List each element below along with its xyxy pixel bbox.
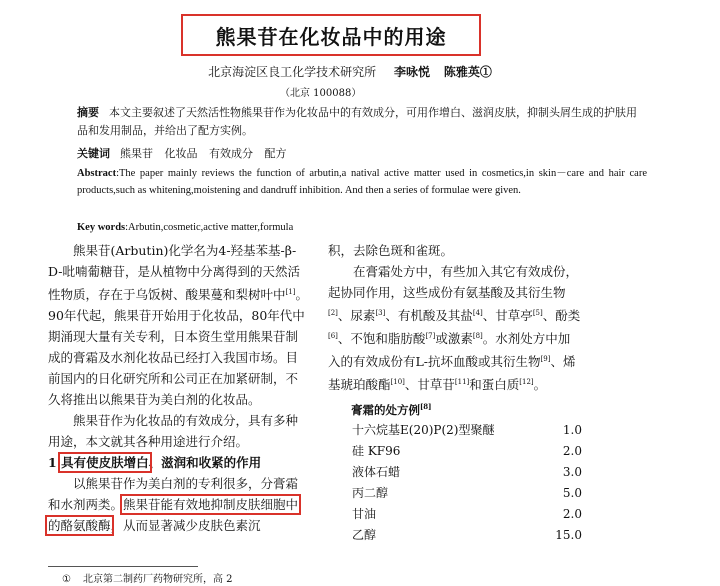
keywords-en-label: Key words [77,222,126,233]
body-left-column [48,240,308,536]
author-2: 陈雅英① [443,65,492,79]
keywords-cn-label: 关键词 [77,147,110,160]
citation-10: [10] [390,378,405,387]
p4-seg-22: 。 [533,377,547,393]
formula-row [328,483,582,504]
formula-row [328,504,582,525]
paragraph-whitening [48,473,308,536]
citation-2: [2] [328,309,338,317]
highlighted-sentence: 熊果苷能有效地抑制皮肤细胞中的酪氨酸酶 [48,497,299,534]
p4-seg-10: 、不饱和脂肪酸 [337,331,426,347]
citation-1: [1] [285,288,296,296]
ingredient-name: 乙醇 [352,528,377,543]
keywords-cn [77,145,287,161]
p4-seg-16: 、烯基琥珀酸酯 [328,354,576,393]
citation-7: [7] [425,332,436,341]
paragraph-continuation: 积，去除色斑和雀斑。 [328,243,454,258]
keywords-cn-text: 熊果苷 化妆品 有效成分 配方 [120,147,287,160]
author-1: 李咏悦 [393,65,430,79]
section-1-rest-text: 、滋润和收紧的作用 [148,455,262,471]
section-1-heading [48,452,308,473]
abstract-en-label: Abstract [77,168,117,179]
p4-seg-8: 、酚类 [542,308,581,324]
p4-seg-0: 在膏霜处方中，有些加入其它有效成份，起协同作用，这些成份有氨基酸及其衍生物 [328,264,579,300]
p4-seg-14: 。水剂处方中加入的有效成份有L-抗坏血酸或其衍生物 [328,331,571,370]
footnote-mark: ① [62,574,71,585]
affiliation: 北京海淀区良工化学技术研究所 [208,65,377,79]
body-right-column [328,240,582,546]
ingredient-name: 丙二醇 [352,486,389,501]
p4-seg-18: 、甘草苷 [404,377,455,393]
section-1-highlighted-text: 具有使皮肤增白 [61,455,149,471]
citation-5: [5] [532,309,543,317]
formula-row [328,462,582,483]
p4-seg-6: 、甘草亭 [482,308,533,324]
ingredient-amount: 15.0 [555,528,582,543]
footnote-text: 北京第二制药厂药物研究所，高 2 [82,574,233,585]
title-highlight-box [181,14,481,56]
ingredient-amount: 3.0 [562,465,582,480]
postcode: （北京 100088） [280,88,362,99]
formula-title [351,396,582,421]
citation-12: [12] [519,378,534,387]
footnote-divider [48,566,198,567]
paragraph-intro-text-a: 熊果苷(Arbutin)化学名为4-羟基苯基-β-D-吡喃葡糖苷，是从植物中分离得到的天然活性物质，存在于乌饭树、酸果蔓和梨树叶中 [48,243,300,303]
keywords-en [77,222,293,233]
p4-seg-4: 、有机酸及其盐 [385,308,473,324]
ingredient-name: 甘油 [352,507,377,522]
abstract-cn-label: 摘要 [77,106,99,119]
p4-seg-20: 和蛋白质 [469,377,520,393]
citation-11: [11] [454,378,470,387]
keywords-en-text: :Arbutin,cosmetic,active matter,formula [125,222,294,233]
affiliation-line [150,63,550,80]
citation-3: [3] [375,309,386,317]
paragraph-cream-formula [328,261,582,396]
paper-title: 熊果苷在化妆品中的用途 [215,24,447,49]
p4-seg-12: 或激素 [435,331,473,347]
section-1-number: 1 [48,455,57,471]
ingredient-amount: 1.0 [562,423,582,438]
citation-9: [9] [540,355,551,364]
footnote [62,570,233,585]
ingredient-amount: 5.0 [562,486,582,501]
paragraph-intro-text-b: 。90年代起，熊果苷开始用于化妆品，80年代中期涌现大量有关专利，日本资生堂用熊果苷制成的膏霜及水剂化妆品已经打入我国市场。目前国内的日化研究所和公司正在加紧研制，不久将推出以熊果苷为美白剂的化妆品。 [48,287,308,408]
paragraph-uses: 熊果苷作为化妆品的有效成分，具有多种用途，本文就其各种用途进行介绍。 [48,413,299,450]
paragraph-whitening-text-b: ，从而显著减少皮肤色素沉 [110,518,261,534]
formula-title-text: 膏霜的处方例 [351,402,420,417]
p4-seg-2: 、尿素 [337,308,376,324]
formula-row [328,525,582,546]
paragraph-whitening-text-a: 以熊果苷作为美白剂的专利很多，分膏霜和水剂两类。 [48,476,299,513]
ingredient-name: 十六烷基E(20)P(2)型聚醚 [352,423,495,438]
formula-citation: [8] [420,401,432,411]
formula-row [328,441,582,462]
abstract-en [77,165,647,199]
paragraph-intro [48,240,308,410]
ingredient-name: 硅 KF96 [352,444,401,459]
abstract-cn [77,104,645,140]
abstract-en-text: :The paper mainly reviews the function of arbutin,a natival active matter used in cosmetics,in skin－care and hair care products,such as whitening,moistening and dandruff inhibition. And then a series of formulae were given. [77,168,647,196]
citation-6: [6] [328,332,338,341]
ingredient-amount: 2.0 [562,444,582,459]
abstract-cn-text: 本文主要叙述了天然活性物熊果苷作为化妆品中的有效成分，可用作增白、滋润皮肤，抑制头屑生成的护肤用品和发用制品，并给出了配方实例。 [77,106,637,137]
formula-row [328,420,582,441]
ingredient-amount: 2.0 [562,507,582,522]
ingredient-name: 液体石蜡 [352,465,401,480]
citation-4: [4] [472,309,483,317]
citation-8: [8] [472,332,483,341]
formula-table [328,420,582,546]
